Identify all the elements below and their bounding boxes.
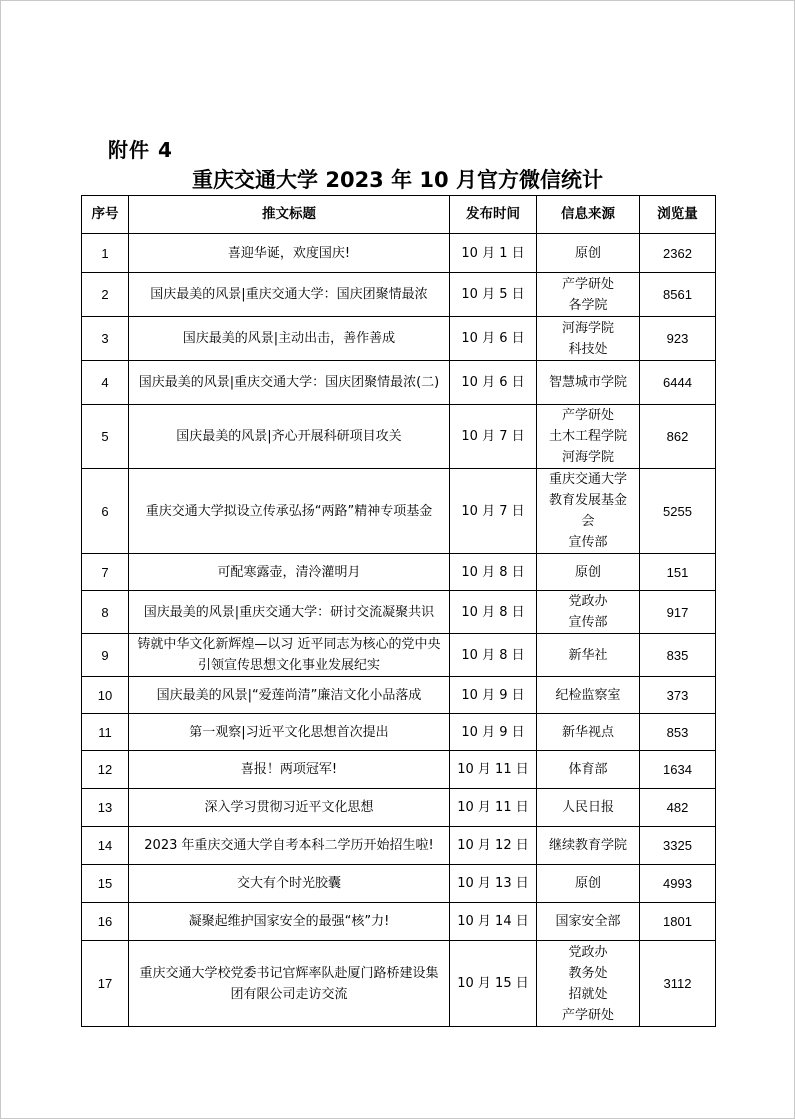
attachment-label: 附件 4	[108, 138, 173, 162]
source-cell	[537, 591, 640, 634]
table-row	[82, 234, 716, 273]
row-number-cell: 11	[82, 714, 129, 751]
source-cell	[537, 469, 640, 554]
row-number-cell: 17	[82, 941, 129, 1027]
article-title-cell: 铸就中华文化新辉煌—以习 近平同志为核心的党中央引领宣传思想文化事业发展纪实	[129, 634, 450, 677]
view-count-cell: 5255	[640, 469, 716, 554]
source-line: 国家安全部	[555, 914, 621, 929]
article-title-cell: 可配寒露壶，清泠灌明月	[129, 554, 450, 591]
source-cell	[537, 317, 640, 361]
source-line: 人民日报	[561, 800, 614, 815]
source-cell	[537, 677, 640, 714]
row-number-cell: 12	[82, 751, 129, 789]
article-title-cell: 国庆最美的风景|齐心开展科研项目攻关	[129, 405, 450, 469]
publish-date-cell: 10 月 7 日	[450, 405, 537, 469]
row-number-cell: 10	[82, 677, 129, 714]
article-title-cell: 国庆最美的风景|重庆交通大学：研讨交流凝聚共识	[129, 591, 450, 634]
table-row	[82, 865, 716, 903]
view-count-cell: 2362	[640, 234, 716, 273]
view-count-cell: 1634	[640, 751, 716, 789]
table-row	[82, 273, 716, 317]
publish-date-cell: 10 月 8 日	[450, 591, 537, 634]
article-title-cell: 凝聚起维护国家安全的最强“核”力!	[129, 903, 450, 941]
source-cell	[537, 234, 640, 273]
table-header-row	[82, 196, 716, 234]
table-row	[82, 317, 716, 361]
table-row	[82, 591, 716, 634]
source-cell	[537, 865, 640, 903]
article-title-cell: 交大有个时光胶囊	[129, 865, 450, 903]
source-cell	[537, 634, 640, 677]
publish-date-cell: 10 月 7 日	[450, 469, 537, 554]
source-line: 体育部	[568, 762, 608, 777]
publish-date-cell: 10 月 14 日	[450, 903, 537, 941]
table-row	[82, 554, 716, 591]
column-header-date: 发布时间	[450, 196, 537, 234]
source-line: 河海学院	[561, 320, 614, 336]
table-row	[82, 361, 716, 405]
view-count-cell: 862	[640, 405, 716, 469]
table-row	[82, 903, 716, 941]
source-cell	[537, 827, 640, 865]
publish-date-cell: 10 月 15 日	[450, 941, 537, 1027]
view-count-cell: 4993	[640, 865, 716, 903]
row-number-cell: 3	[82, 317, 129, 361]
row-number-cell: 8	[82, 591, 129, 634]
wechat-stats-table	[81, 195, 716, 1027]
row-number-cell: 6	[82, 469, 129, 554]
article-title-cell: 2023 年重庆交通大学自考本科二学历开始招生啦!	[129, 827, 450, 865]
source-line: 新华社	[568, 647, 608, 663]
source-line: 各学院	[568, 297, 608, 313]
source-line: 原创	[574, 876, 601, 891]
source-line: 新华视点	[561, 724, 614, 740]
table-row	[82, 469, 716, 554]
row-number-cell: 14	[82, 827, 129, 865]
table-row	[82, 789, 716, 827]
view-count-cell: 3112	[640, 941, 716, 1027]
row-number-cell: 4	[82, 361, 129, 405]
source-line: 教务处	[568, 965, 608, 981]
source-line: 产学研处	[561, 408, 614, 423]
source-line: 宣传部	[568, 615, 608, 630]
view-count-cell: 923	[640, 317, 716, 361]
publish-date-cell: 10 月 8 日	[450, 634, 537, 677]
row-number-cell: 15	[82, 865, 129, 903]
row-number-cell: 5	[82, 405, 129, 469]
source-cell	[537, 903, 640, 941]
column-header-title: 推文标题	[129, 196, 450, 234]
source-line: 产学研处	[561, 1007, 614, 1023]
source-line: 重庆交通大学教育发展基金会	[548, 472, 627, 529]
source-line: 河海学院	[561, 450, 614, 465]
article-title-cell: 喜报！两项冠军!	[129, 751, 450, 789]
source-cell	[537, 273, 640, 317]
row-number-cell: 9	[82, 634, 129, 677]
source-line: 党政办	[568, 594, 608, 609]
row-number-cell: 16	[82, 903, 129, 941]
source-cell	[537, 714, 640, 751]
article-title-cell: 国庆最美的风景|“爱莲尚清”廉洁文化小品落成	[129, 677, 450, 714]
publish-date-cell: 10 月 9 日	[450, 677, 537, 714]
column-header-views: 浏览量	[640, 196, 716, 234]
row-number-cell: 1	[82, 234, 129, 273]
table-row	[82, 827, 716, 865]
source-line: 智慧城市学院	[548, 375, 627, 390]
view-count-cell: 1801	[640, 903, 716, 941]
table-body	[82, 234, 716, 1027]
source-line: 产学研处	[561, 276, 614, 292]
source-line: 科技处	[568, 341, 608, 357]
view-count-cell: 3325	[640, 827, 716, 865]
source-line: 原创	[574, 245, 601, 261]
source-line: 党政办	[568, 944, 608, 960]
table-row	[82, 634, 716, 677]
article-title-cell: 第一观察|习近平文化思想首次提出	[129, 714, 450, 751]
row-number-cell: 13	[82, 789, 129, 827]
table-row	[82, 751, 716, 789]
source-line: 原创	[574, 564, 601, 580]
source-line: 宣传部	[568, 535, 608, 550]
source-cell	[537, 405, 640, 469]
publish-date-cell: 10 月 8 日	[450, 554, 537, 591]
table-row	[82, 405, 716, 469]
view-count-cell: 853	[640, 714, 716, 751]
source-cell	[537, 941, 640, 1027]
article-title-cell: 喜迎华诞，欢度国庆!	[129, 234, 450, 273]
article-title-cell: 重庆交通大学拟设立传承弘扬“两路”精神专项基金	[129, 469, 450, 554]
source-line: 土木工程学院	[548, 429, 627, 444]
publish-date-cell: 10 月 6 日	[450, 361, 537, 405]
view-count-cell: 373	[640, 677, 716, 714]
publish-date-cell: 10 月 12 日	[450, 827, 537, 865]
column-header-source: 信息来源	[537, 196, 640, 234]
source-cell	[537, 361, 640, 405]
source-line: 招就处	[568, 986, 608, 1002]
view-count-cell: 917	[640, 591, 716, 634]
source-cell	[537, 789, 640, 827]
article-title-cell: 国庆最美的风景|重庆交通大学：国庆团聚情最浓	[129, 273, 450, 317]
publish-date-cell: 10 月 11 日	[450, 789, 537, 827]
publish-date-cell: 10 月 9 日	[450, 714, 537, 751]
article-title-cell: 国庆最美的风景|重庆交通大学：国庆团聚情最浓(二)	[129, 361, 450, 405]
source-cell	[537, 751, 640, 789]
row-number-cell: 2	[82, 273, 129, 317]
view-count-cell: 6444	[640, 361, 716, 405]
view-count-cell: 835	[640, 634, 716, 677]
view-count-cell: 151	[640, 554, 716, 591]
column-header-no: 序号	[82, 196, 129, 234]
article-title-cell: 重庆交通大学校党委书记官辉率队赴厦门路桥建设集团有限公司走访交流	[129, 941, 450, 1027]
table-row	[82, 941, 716, 1027]
document-title: 重庆交通大学 2023 年 10 月官方微信统计	[192, 168, 603, 192]
article-title-cell: 国庆最美的风景|主动出击，善作善成	[129, 317, 450, 361]
article-title-cell: 深入学习贯彻习近平文化思想	[129, 789, 450, 827]
table-row	[82, 677, 716, 714]
publish-date-cell: 10 月 6 日	[450, 317, 537, 361]
row-number-cell: 7	[82, 554, 129, 591]
table-row	[82, 714, 716, 751]
view-count-cell: 482	[640, 789, 716, 827]
publish-date-cell: 10 月 13 日	[450, 865, 537, 903]
source-line: 继续教育学院	[548, 838, 627, 853]
publish-date-cell: 10 月 11 日	[450, 751, 537, 789]
publish-date-cell: 10 月 1 日	[450, 234, 537, 273]
source-line: 纪检监察室	[555, 687, 621, 703]
source-cell	[537, 554, 640, 591]
view-count-cell: 8561	[640, 273, 716, 317]
publish-date-cell: 10 月 5 日	[450, 273, 537, 317]
